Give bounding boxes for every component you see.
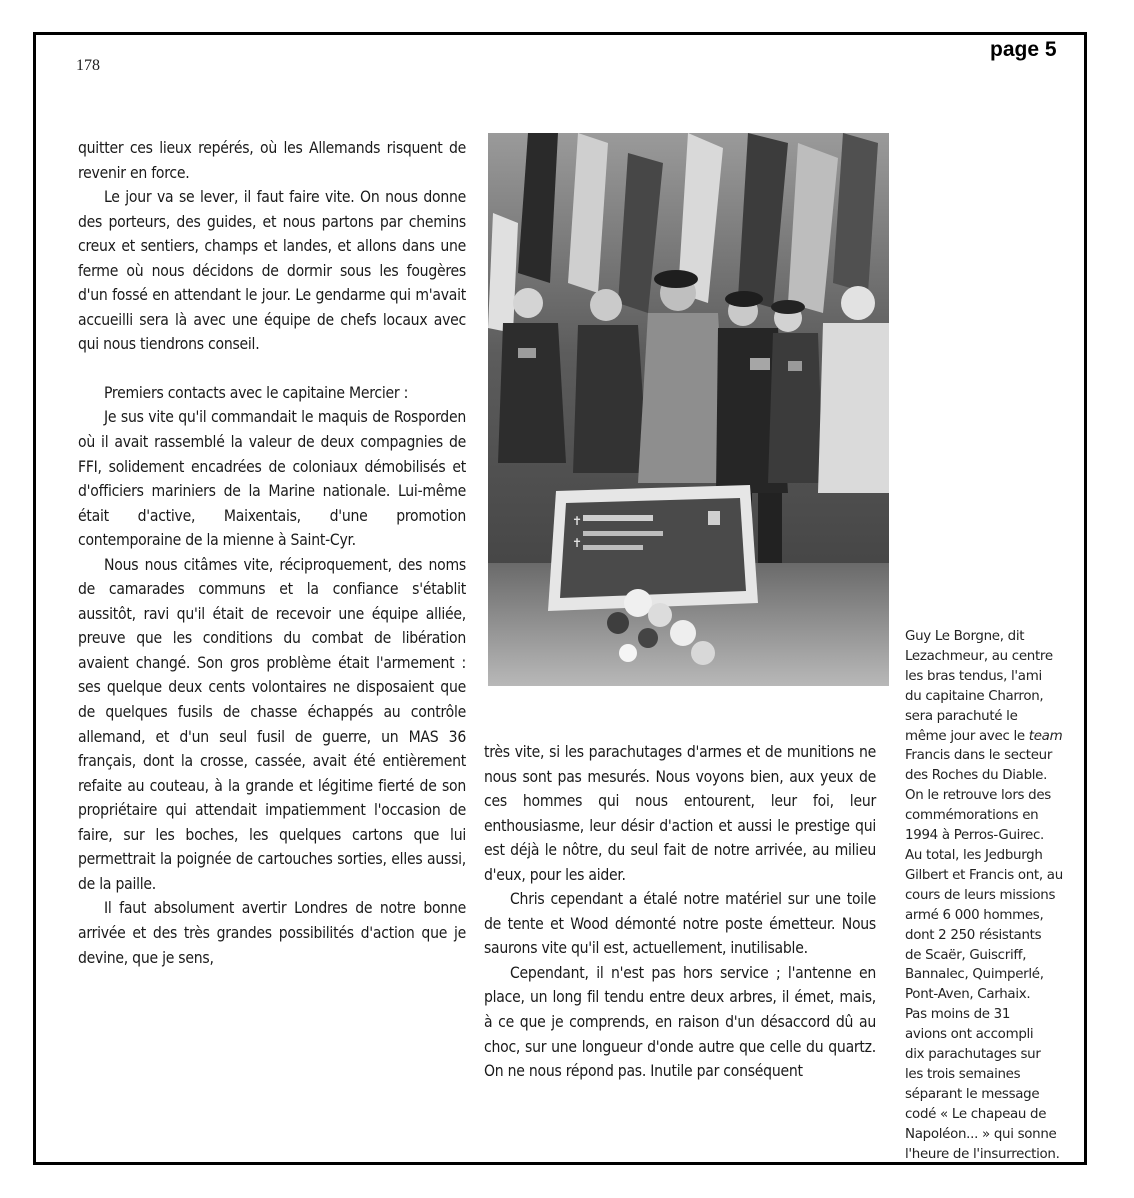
paragraph: très vite, si les parachutages d'armes et de munitions ne nous sont pas mesurés. Nous voyons bien, aux yeux de ces hommes qui nous entourent, leur foi, leur enthousiasme, leur désir d'action et aussi le prestige qui est déjà le nôtre, du seul fait de notre arrivée, au milieu d'eux, pour les aider. bbox=[484, 743, 876, 884]
photo-caption bbox=[905, 627, 1093, 1164]
paragraph: quitter ces lieux repérés, où les Allemands risquent de revenir en force. bbox=[78, 139, 466, 182]
paragraph: Le jour va se lever, il faut faire vite. On nous donne des porteurs, des guides, et nous partons par chemins creux et sentiers, champs et landes, et allons dans une ferme où nous décidons de dormir sous les fougères d'un fossé en attendant le jour. Le gendarme qui m'avait accueilli sera là avec une équipe de chefs locaux avec qui nous tiendrons conseil. bbox=[78, 188, 466, 354]
paragraph: Cependant, il n'est pas hors service ; l'antenne en place, un long fil tendu entre deux arbres, il émet, mais, à ce que je comprends, en raison d'un désaccord dû au choc, sur une longueur d'onde autre que celle du quartz. On ne nous répond pas. Inutile par conséquent bbox=[484, 963, 876, 1081]
commemoration-photo bbox=[488, 133, 889, 686]
page-number: 178 bbox=[76, 57, 100, 74]
caption-text-start: Guy Le Borgne, dit Lezachmeur, au centre les bras tendus, l'ami du capitaine Charron, sera parachuté le même jour avec le bbox=[905, 629, 1053, 744]
caption-text-end: Francis dans le secteur des Roches du Diable. On le retrouve lors des commémorations en 1994 à Perros-Guirec. Au total, les Jedburgh Gilbert et Francis ont, au cours de leurs missions armé 6 000 hommes, dont 2 250 résistants de Scaër, Guiscriff, Bannalec, Quimperlé, Pont-Aven, Carhaix. Pas moins de 31 avions ont accompli dix parachutages sur les trois semaines séparant le message codé « Le chapeau de Napoléon... » qui sonne l'heure de l'insurrection. bbox=[905, 748, 1063, 1162]
left-text-column bbox=[78, 136, 466, 970]
page-label: page 5 bbox=[990, 38, 1057, 61]
paragraph: Il faut absolument avertir Londres de notre bonne arrivée et des très grandes possibilités d'action que je devine, que je sens, bbox=[78, 899, 466, 967]
photo-illustration bbox=[488, 133, 889, 686]
caption-italic-term: team bbox=[1028, 728, 1063, 744]
paragraph: Je sus vite qu'il commandait le maquis de Rosporden où il avait rassemblé la valeur de deux compagnies de FFI, solidement encadrées de coloniaux démobilisés et d'officiers mariniers de la Marine nationale. Lui-même était d'active, Maixentais, d'une promotion contemporaine de la mienne à Saint-Cyr. bbox=[78, 408, 466, 550]
section-heading: Premiers contacts avec le capitaine Mercier : bbox=[104, 383, 409, 402]
svg-text:✝: ✝ bbox=[572, 514, 583, 528]
middle-text-column bbox=[484, 740, 876, 1084]
paragraph: Nous nous citâmes vite, réciproquement, des noms de camarades communs et la confiance s'établit aussitôt, ravi qu'il était de recevoir une équipe alliée, preuve que les conditions du combat de libération avaient changé. Son gros problème était l'armement : ses quelque deux cents volontaires ne disposaient que de quelques fusils de chasse échappés au contrôle allemand, et d'un seul fusil de guerre, un MAS 36 français, dont la crosse, cassée, avait été entièrement refaite au couteau, à la grande et légitime fierté de son propriétaire qui attendait impatiemment l'occasion de faire, sur les boches, les quelques cartons que lui permettrait la poignée de cartouches sorties, elles aussi, de la paille. bbox=[78, 555, 466, 893]
paragraph: Chris cependant a étalé notre matériel sur une toile de tente et Wood démonté notre poste émetteur. Nous saurons vite qu'il est, actuellement, inutilisable. bbox=[484, 890, 876, 958]
svg-text:✝: ✝ bbox=[572, 536, 583, 550]
